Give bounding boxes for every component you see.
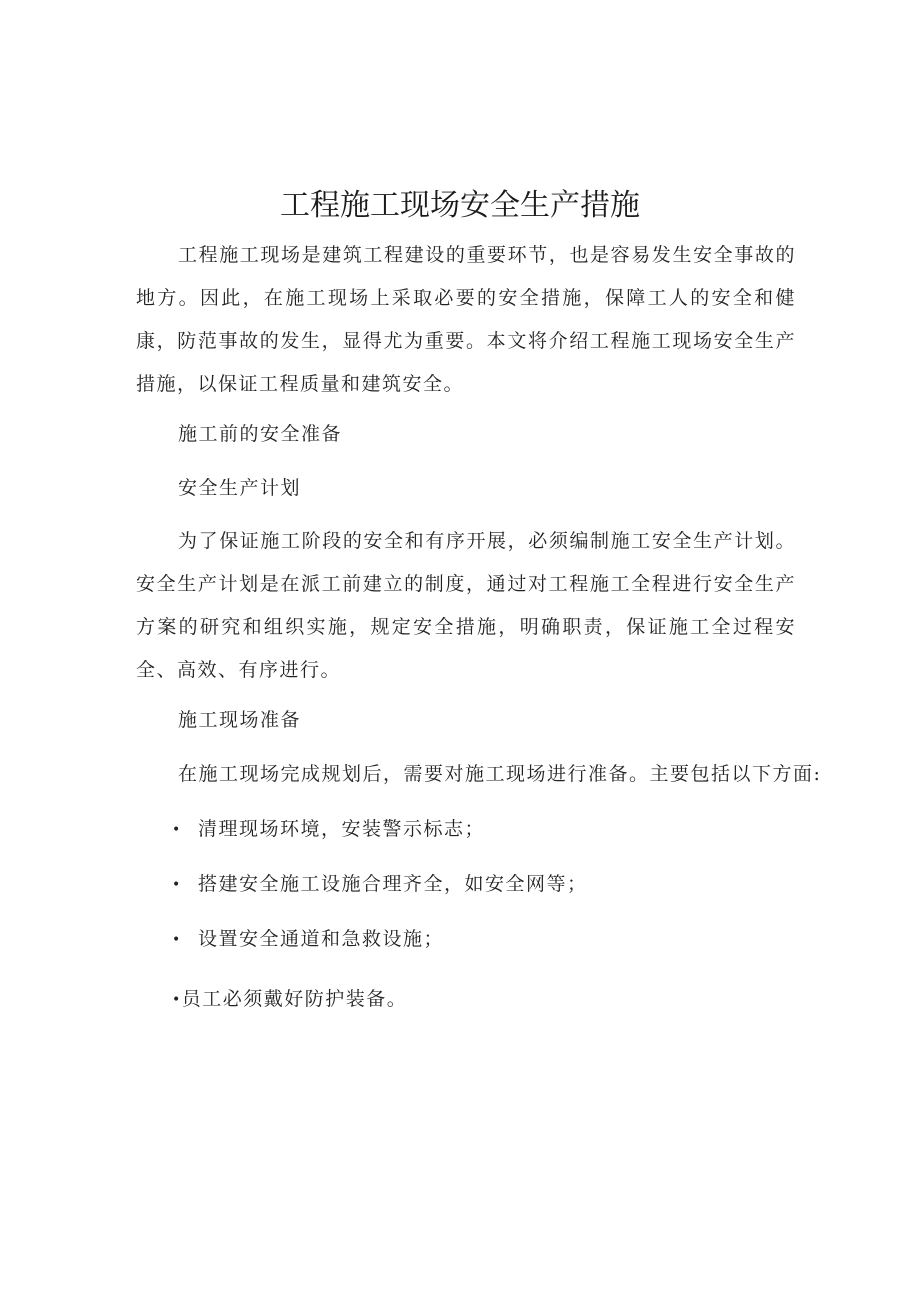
list-item: [172, 814, 485, 845]
safety-plan-paragraph: 为了保证施工阶段的安全和有序开展，必须编制施工安全生产计划。安全生产计划是在派工前建立的制度，通过对工程施工全程进行安全生产方案的研究和组织实施，规定安全措施，明确职责，保证施工全过程安全、高效、有序进行。: [136, 530, 796, 681]
list-item: [172, 869, 588, 900]
list-item-text: 搭建安全施工设施合理齐全，如安全网等；: [198, 873, 588, 895]
list-item-text: 设置安全通道和急救设施；: [198, 928, 445, 950]
section-heading-pre-construction: 施工前的安全准备: [178, 423, 343, 445]
document-title: 工程施工现场安全生产措施: [280, 188, 640, 223]
subsection-heading-safety-plan: 安全生产计划: [178, 477, 302, 499]
bullet-icon: •: [172, 932, 182, 948]
site-prep-paragraph: 在施工现场完成规划后，需要对施工现场进行准备。主要包括以下方面:: [178, 763, 822, 785]
bullet-icon: •: [172, 992, 182, 1008]
bullet-icon: •: [172, 877, 182, 893]
subsection-heading-site-prep: 施工现场准备: [178, 709, 302, 731]
list-item: [172, 924, 444, 955]
list-item-text: 清理现场环境，安装警示标志；: [198, 818, 486, 840]
bullet-icon: •: [172, 822, 182, 838]
list-item: [172, 984, 407, 1015]
intro-paragraph: 工程施工现场是建筑工程建设的重要环节，也是容易发生安全事故的地方。因此，在施工现场上采取必要的安全措施，保障工人的安全和健康，防范事故的发生，显得尤为重要。本文将介绍工程施工现场安全生产措施，以保证工程质量和建筑安全。: [136, 244, 796, 395]
list-item-text: 员工必须戴好防护装备。: [181, 988, 408, 1010]
